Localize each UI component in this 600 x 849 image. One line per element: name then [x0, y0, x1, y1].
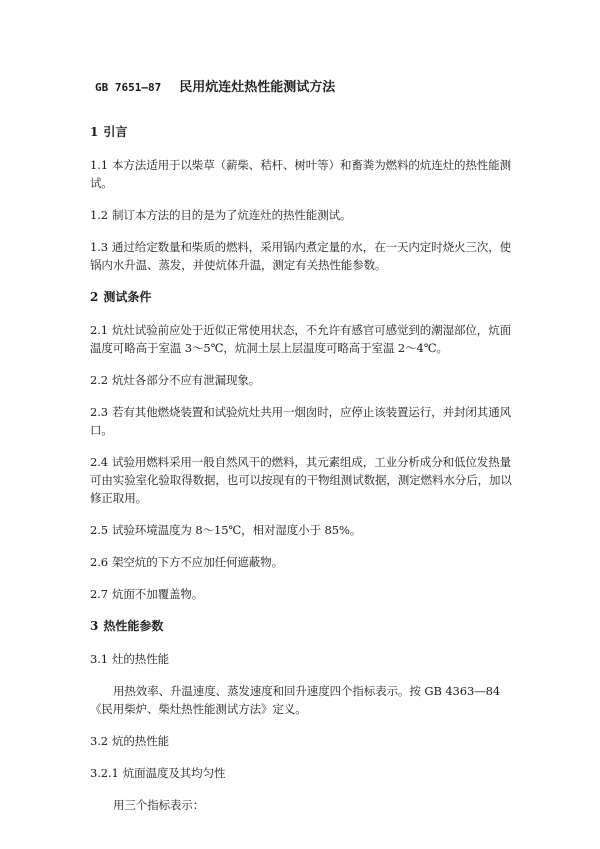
clause-number: 2.4 [90, 455, 108, 469]
clause-text: 用三个指标表示： [113, 798, 205, 812]
clause-3-2 [90, 732, 520, 750]
clause-number: 1.1 [90, 158, 108, 172]
clause-text: 炕面温度及其均匀性 [122, 766, 226, 780]
clause-number: 2.2 [90, 373, 108, 387]
clause-text: 炕灶试验前应处于近似正常使用状态，不允许有感官可感觉到的潮湿部位，炕面温度可略高于室温 3～5℃，炕洞土层上层温度可略高于室温 2～4℃。 [90, 323, 511, 355]
document-page [90, 78, 520, 828]
section-number: 1 [90, 125, 99, 139]
clause-2-5 [90, 521, 520, 539]
clause-2-6 [90, 553, 520, 571]
clause-number: 2.3 [90, 405, 108, 419]
clause-3-2-1-body [90, 796, 520, 814]
clause-text: 通过给定数量和柴质的燃料，采用锅内煮定量的水，在一天内定时烧火三次，使锅内水升温、蒸发，并使炕体升温，测定有关热性能参数。 [90, 240, 511, 272]
clause-1-3 [90, 238, 520, 274]
clause-3-2-1 [90, 764, 520, 782]
clause-number: 2.6 [90, 555, 108, 569]
title-text: 民用炕连灶热性能测试方法 [179, 80, 336, 95]
clause-text: 炕灶各部分不应有泄漏现象。 [112, 373, 261, 387]
clause-1-2 [90, 206, 520, 224]
clause-3-1-body [90, 682, 520, 718]
clause-3-1 [90, 650, 520, 668]
standard-code: GB 7651—87 [95, 81, 162, 94]
clause-number: 2.1 [90, 323, 108, 337]
clause-text: 本方法适用于以柴草（薪柴、秸杆、树叶等）和畜粪为燃料的炕连灶的热性能测试。 [90, 158, 511, 190]
clause-number: 2.5 [90, 523, 108, 537]
clause-text: 用热效率、升温速度、蒸发速度和回升速度四个指标表示。按 GB 4363—84《民用柴炉、柴灶热性能测试方法》定义。 [90, 684, 501, 716]
clause-text: 试验环境温度为 8～15℃，相对湿度小于 85%。 [112, 523, 362, 537]
clause-number: 3.2.1 [90, 766, 119, 780]
clause-number: 3.2 [90, 734, 108, 748]
clause-text: 若有其他燃烧装置和试验炕灶共用一烟囱时，应停止该装置运行，并封闭其通风口。 [90, 405, 511, 437]
clause-text: 架空炕的下方不应加任何遮蔽物。 [112, 555, 283, 569]
clause-2-2 [90, 371, 520, 389]
clause-text: 制订本方法的目的是为了炕连灶的热性能测试。 [112, 208, 352, 222]
section-2-heading [90, 288, 520, 306]
clause-number: 1.3 [90, 240, 108, 254]
section-3-heading [90, 617, 520, 635]
clause-2-4 [90, 453, 520, 507]
clause-number: 1.2 [90, 208, 108, 222]
clause-2-1 [90, 321, 520, 357]
clause-2-3 [90, 403, 520, 439]
section-1-heading [90, 123, 520, 141]
clause-text: 炕的热性能 [112, 734, 169, 748]
section-title: 测试条件 [103, 290, 152, 304]
clause-text: 试验用燃料采用一般自然风干的燃料，其元素组成，工业分析成分和低位发热量可由实验室化验取得数据，也可以按现有的干物组测试数据，测定燃料水分后，加以修正取用。 [90, 455, 512, 505]
document-title [95, 78, 520, 98]
clause-number: 3.1 [90, 652, 108, 666]
section-title: 引言 [103, 125, 128, 139]
section-number: 2 [90, 290, 99, 304]
clause-text: 灶的热性能 [112, 652, 169, 666]
clause-2-7 [90, 585, 520, 603]
clause-number: 2.7 [90, 587, 108, 601]
section-title: 热性能参数 [103, 619, 164, 633]
section-number: 3 [90, 619, 99, 633]
clause-1-1 [90, 156, 520, 192]
clause-text: 炕面不加覆盖物。 [112, 587, 204, 601]
